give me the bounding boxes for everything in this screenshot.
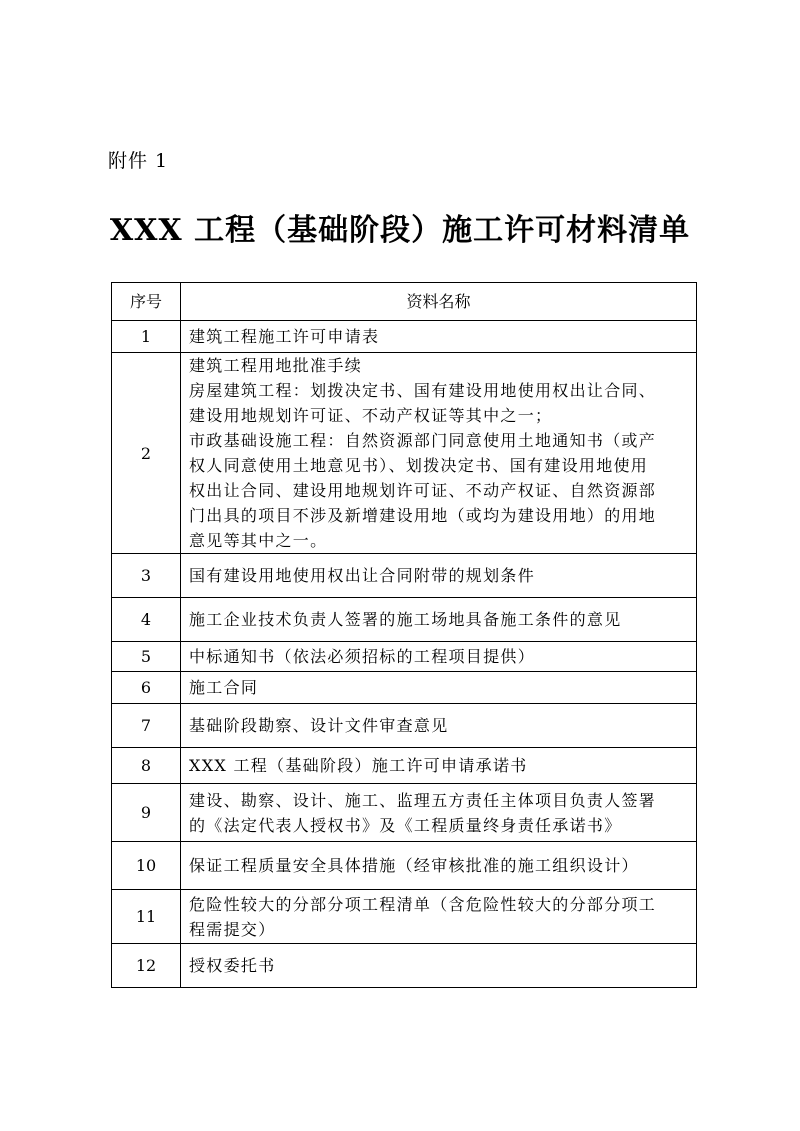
row-serial-number: 11 <box>112 890 181 944</box>
document-name-line: 房屋建筑工程：划拨决定书、国有建设用地使用权出让合同、 <box>189 381 657 400</box>
materials-table <box>111 282 697 988</box>
document-name-line: 建筑工程用地批准手续 <box>189 356 363 375</box>
table-row <box>112 944 697 988</box>
table-body <box>112 321 697 988</box>
document-name-line: 保证工程质量安全具体措施（经审核批准的施工组织设计） <box>189 856 639 875</box>
table-row <box>112 842 697 890</box>
table-row <box>112 704 697 748</box>
document-name-line: 施工企业技术负责人签署的施工场地具备施工条件的意见 <box>189 610 622 629</box>
table-row <box>112 890 697 944</box>
document-name-line: 基础阶段勘察、设计文件审查意见 <box>189 716 449 735</box>
row-serial-number: 4 <box>112 598 181 642</box>
row-document-name <box>181 321 697 353</box>
row-serial-number: 7 <box>112 704 181 748</box>
document-name-line: 权人同意使用土地意见书）、划拨决定书、国有建设用地使用 <box>189 456 649 475</box>
row-serial-number: 8 <box>112 748 181 784</box>
document-name-line: 授权委托书 <box>189 956 276 975</box>
table-row <box>112 321 697 353</box>
document-name-line: 的《法定代表人授权书》及《工程质量终身责任承诺书》 <box>189 815 622 835</box>
row-document-name <box>181 642 697 672</box>
document-name-line: XXX 工程（基础阶段）施工许可申请承诺书 <box>189 756 528 775</box>
table-row <box>112 642 697 672</box>
row-document-name <box>181 842 697 890</box>
document-name-line: 施工合同 <box>189 678 259 697</box>
document-name-line: 程需提交） <box>189 919 276 939</box>
document-name-line: 建设、勘察、设计、施工、监理五方责任主体项目负责人签署 <box>189 790 657 810</box>
document-name-line: 国有建设用地使用权出让合同附带的规划条件 <box>189 566 536 585</box>
row-document-name <box>181 784 697 842</box>
row-document-name <box>181 554 697 598</box>
row-document-name <box>181 598 697 642</box>
document-name-line: 市政基础设施工程：自然资源部门同意使用土地通知书（或产 <box>189 431 657 450</box>
table-row <box>112 598 697 642</box>
table-row <box>112 353 697 554</box>
table-header-row <box>112 283 697 321</box>
table-row <box>112 748 697 784</box>
row-document-name <box>181 890 697 944</box>
document-name-line: 意见等其中之一。 <box>189 531 328 550</box>
row-serial-number: 3 <box>112 554 181 598</box>
header-serial-number: 序号 <box>112 283 181 321</box>
document-name-line: 建设用地规划许可证、不动产权证等其中之一； <box>189 406 553 425</box>
row-serial-number: 5 <box>112 642 181 672</box>
document-name-line: 建筑工程施工许可申请表 <box>189 327 380 346</box>
row-serial-number: 12 <box>112 944 181 988</box>
document-name-line: 危险性较大的分部分项工程清单（含危险性较大的分部分项工 <box>189 894 657 914</box>
row-serial-number: 6 <box>112 672 181 704</box>
attachment-label: 附件 1 <box>108 150 169 172</box>
row-document-name <box>181 944 697 988</box>
row-serial-number: 9 <box>112 784 181 842</box>
table-row <box>112 554 697 598</box>
table-row <box>112 672 697 704</box>
row-serial-number: 2 <box>112 353 181 554</box>
row-document-name <box>181 353 697 554</box>
row-document-name <box>181 704 697 748</box>
page-title: XXX 工程（基础阶段）施工许可材料清单 <box>109 213 691 248</box>
row-serial-number: 10 <box>112 842 181 890</box>
document-name-line: 权出让合同、建设用地规划许可证、不动产权证、自然资源部 <box>189 481 657 500</box>
document-name-line: 中标通知书（依法必须招标的工程项目提供） <box>189 647 536 666</box>
table-row <box>112 784 697 842</box>
row-document-name <box>181 748 697 784</box>
row-document-name <box>181 672 697 704</box>
document-name-line: 门出具的项目不涉及新增建设用地（或均为建设用地）的用地 <box>189 506 657 525</box>
row-serial-number: 1 <box>112 321 181 353</box>
header-document-name: 资料名称 <box>181 283 697 321</box>
